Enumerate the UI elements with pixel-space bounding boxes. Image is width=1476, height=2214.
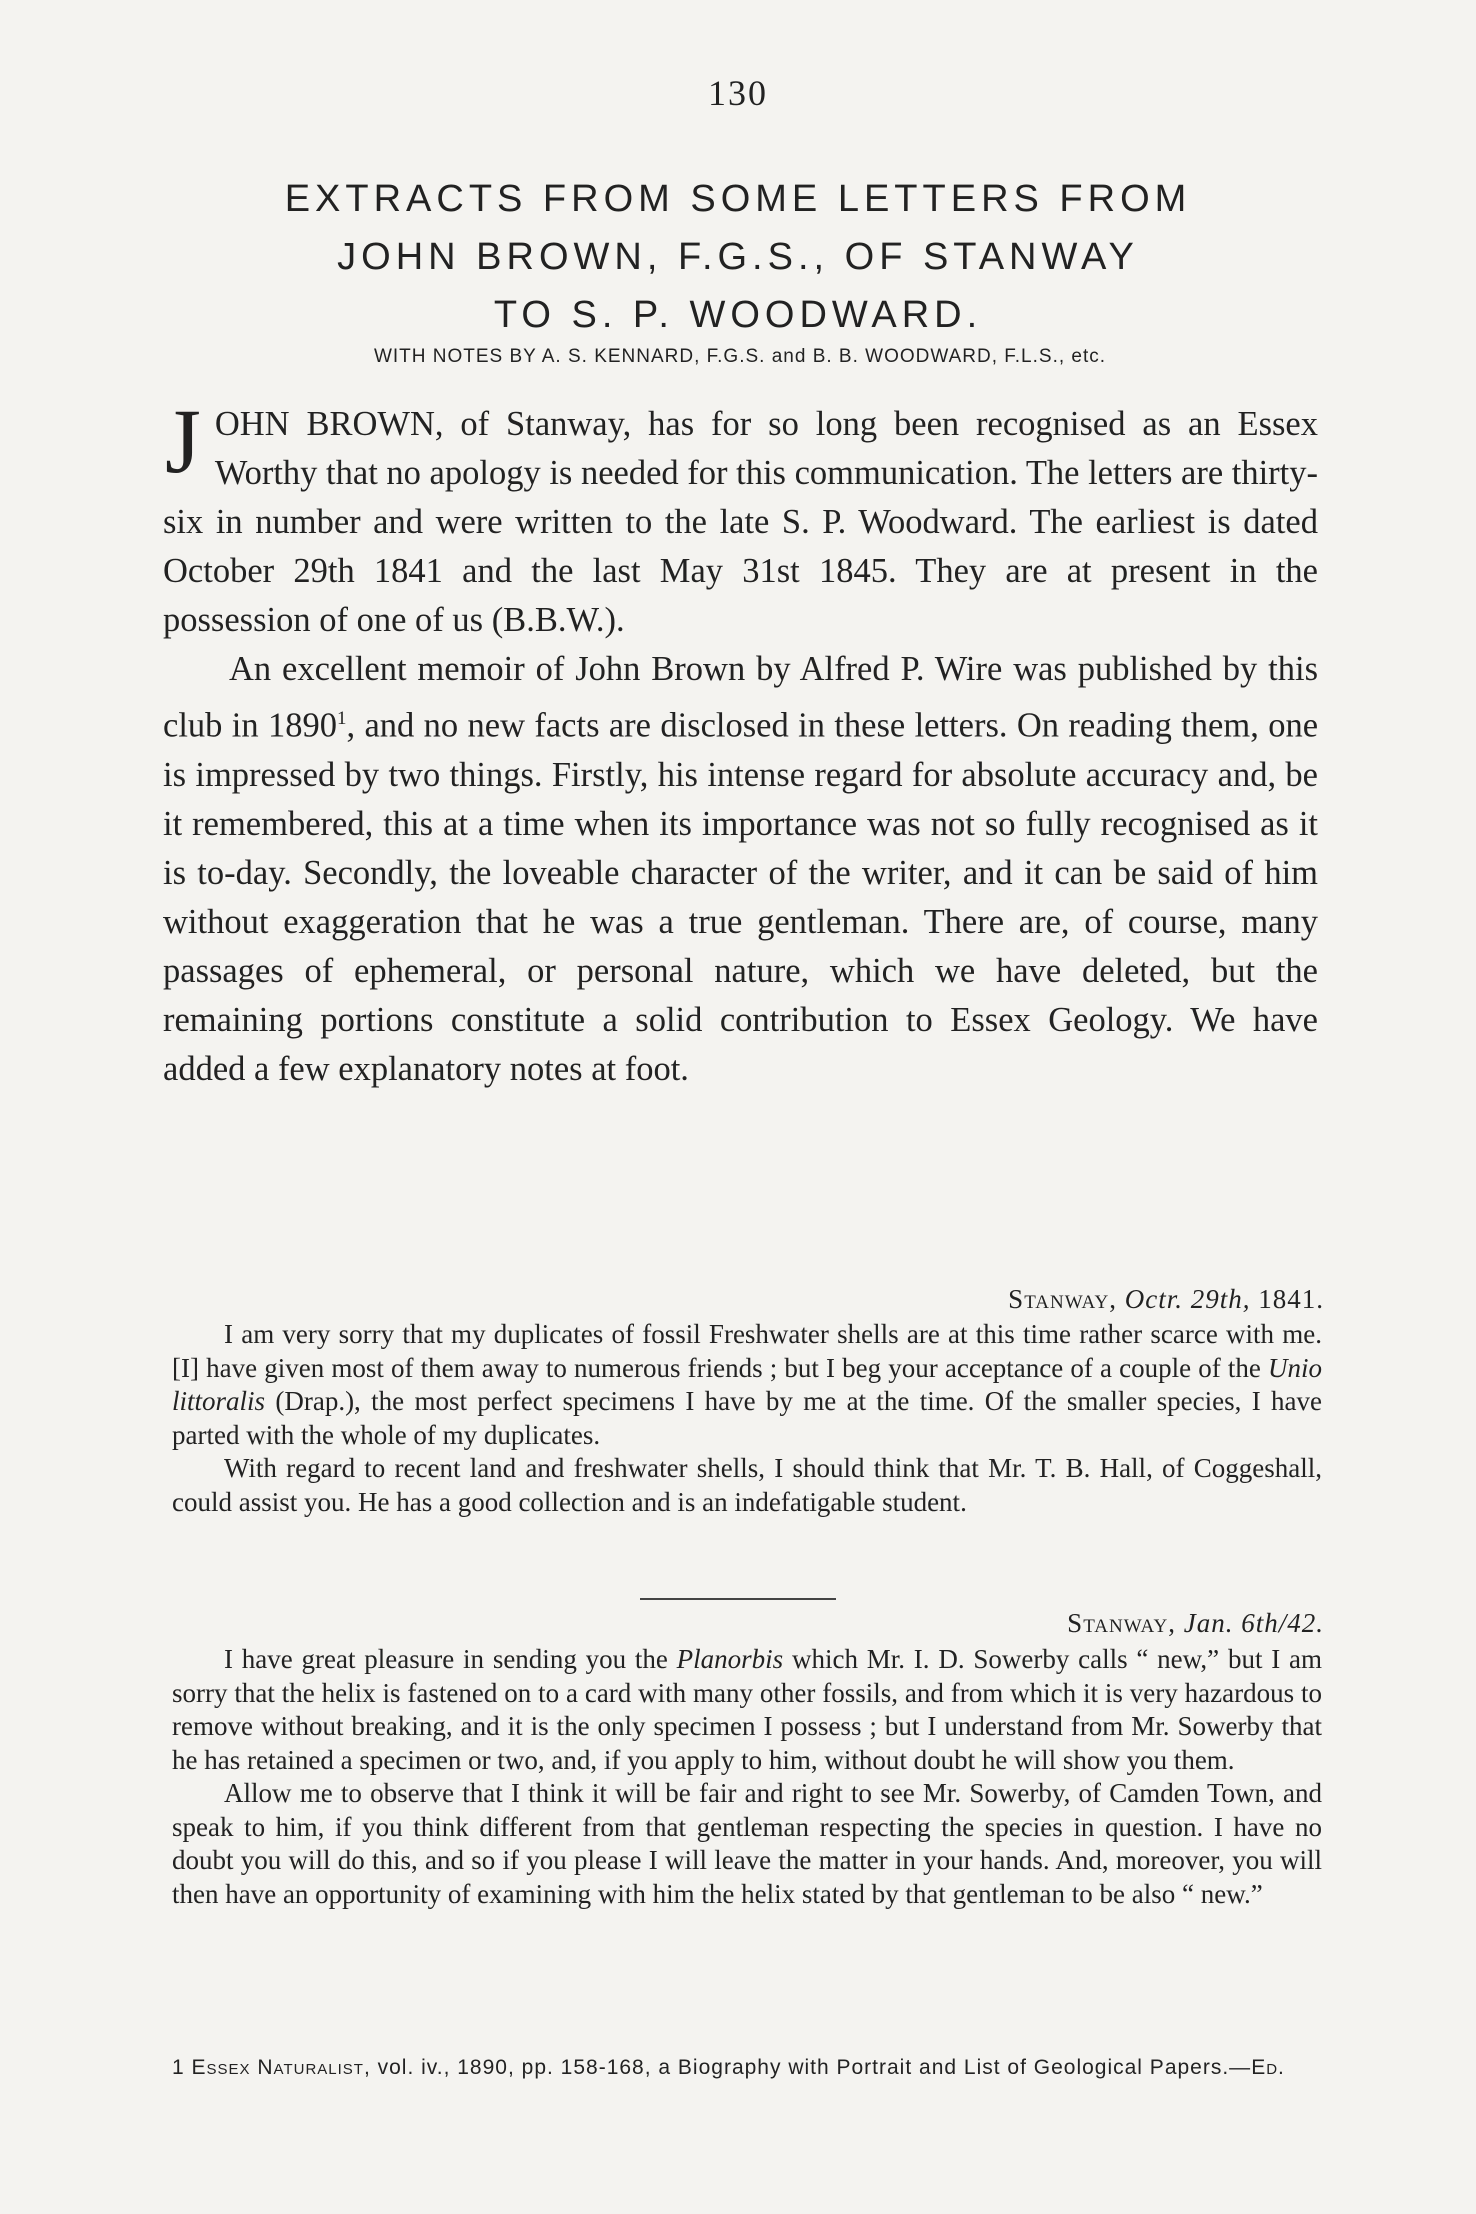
intro-paragraph-1 bbox=[163, 390, 1318, 645]
footnote-source: Essex Naturalist, bbox=[191, 2056, 371, 2079]
byline: WITH NOTES BY A. S. KENNARD, F.G.S. and B. B. WOODWARD, F.L.S., etc. bbox=[373, 346, 1107, 367]
title-line-3: TO S. P. WOODWARD. bbox=[493, 294, 983, 336]
letter-2-place: Stanway, bbox=[1067, 1608, 1176, 1638]
letter-1-dateline bbox=[1008, 1284, 1324, 1315]
page-number: 130 bbox=[708, 73, 768, 113]
title-line-1: EXTRACTS FROM SOME LETTERS FROM bbox=[284, 178, 1192, 220]
letter-1-species: Unio littoralis bbox=[172, 1352, 1322, 1416]
letter-1-body bbox=[172, 1318, 1322, 1519]
letter-1-date: Octr. 29th, bbox=[1124, 1284, 1251, 1314]
footnote-reference: 1 bbox=[336, 708, 347, 729]
drop-cap: J bbox=[165, 390, 201, 492]
section-divider bbox=[640, 1598, 836, 1600]
letter-2-body bbox=[172, 1643, 1322, 1911]
footnote-editor: Ed. bbox=[1251, 2056, 1285, 2079]
letter-2-genus: Planorbis bbox=[676, 1644, 784, 1674]
letter-2-text-b: which Mr. I. D. Sowerby calls “ new,” but I am sorry that the helix is fastened on to a card with many other fossils, and from which it is very hazardous to remove without breaking, and it is the only specimen I possess ; but I understand from Mr. Sowerby that he has retained a specimen or two, and, if you apply to him, without doubt he will show you them. bbox=[172, 1644, 1322, 1775]
letter-2-date: Jan. 6th/42. bbox=[1183, 1608, 1324, 1638]
footnote-text: vol. iv., 1890, pp. 158-168, a Biography with Portrait and List of Geological Papers.— bbox=[370, 2056, 1252, 2079]
introduction bbox=[163, 390, 1319, 1094]
letter-2-dateline bbox=[1067, 1608, 1324, 1639]
letter-1-paragraph-1 bbox=[172, 1318, 1322, 1452]
intro-paragraph-2-text-b: , and no new facts are disclosed in these letters. On reading them, one is impressed by two things. Firstly, his intense regard for absolute accuracy and, be it remembered, this at a time when its importance was not so fully recognised as it is to-day. Secondly, the loveable character of the writer, and it can be said of him without exaggeration that he was a true gentleman. There are, of course, many passages of ephemeral, or personal nature, which we have deleted, but the remaining portions constitute a solid contribution to Essex Geology. We have added a few explanatory notes at foot. bbox=[163, 706, 1319, 1088]
letter-1-paragraph-2: With regard to recent land and freshwater shells, I should think that Mr. T. B. Hall, of Coggeshall, could assist you. He has a good collection and is an indefatigable student. bbox=[172, 1453, 1322, 1517]
letter-1-year: 1841. bbox=[1258, 1284, 1324, 1314]
intro-paragraph-2-text-a: An excellent memoir of John Brown by Alfred P. Wire was published by this club in 1890 bbox=[163, 650, 1318, 745]
footnote-marker: 1 bbox=[172, 2056, 185, 2079]
letter-1-text-a: I am very sorry that my duplicates of fossil Freshwater shells are at this time rather scarce with me. [I] have given most of them away to numerous friends ; but I beg your acceptance of a couple of the bbox=[172, 1319, 1322, 1383]
footnote bbox=[172, 2054, 1322, 2081]
letter-1-place: Stanway, bbox=[1008, 1284, 1117, 1314]
title-line-2: JOHN BROWN, F.G.S., OF STANWAY bbox=[337, 236, 1139, 278]
letter-2-paragraph-1 bbox=[172, 1643, 1322, 1777]
intro-paragraph-2 bbox=[163, 645, 1318, 1094]
intro-paragraph-1-text: OHN BROWN, of Stanway, has for so long been recognised as an Essex Worthy that no apology is needed for this communication. The letters are thirty-six in number and were written to the late S. P. Woodward. The earliest is dated October 29th 1841 and the last May 31st 1845. They are at present in the possession of one of us (B.B.W.). bbox=[163, 405, 1318, 639]
article-title bbox=[150, 170, 1326, 344]
letter-2-text-a: I have great pleasure in sending you the bbox=[224, 1644, 677, 1674]
letter-2-paragraph-2: Allow me to observe that I think it will be fair and right to see Mr. Sowerby, of Camden Town, and speak to him, if you think different from that gentleman respecting the species in question. I have no doubt you will do this, and so if you please I will leave the matter in your hands. And, moreover, you will then have an opportunity of examining with him the helix stated by that gentleman to be also “ new.” bbox=[172, 1778, 1322, 1909]
letter-1-text-b: (Drap.), the most perfect specimens I have by me at the time. Of the smaller species, I have parted with the whole of my duplicates. bbox=[172, 1386, 1322, 1450]
